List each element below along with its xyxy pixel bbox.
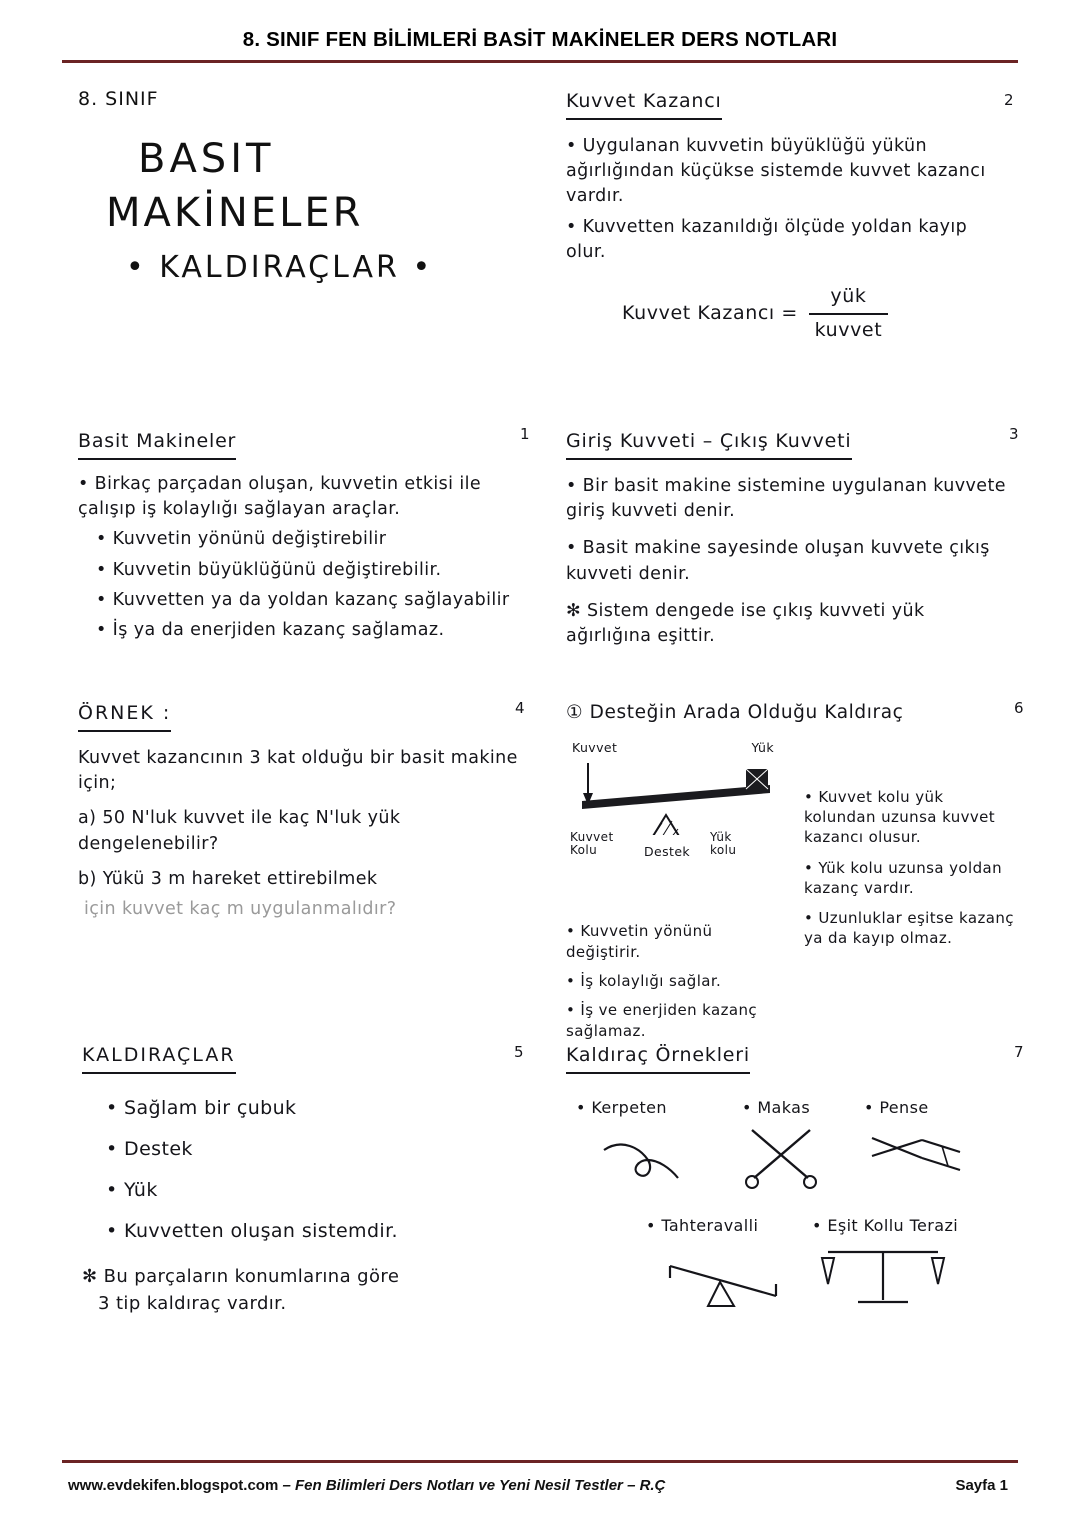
footer-tagline: – Fen Bilimleri Ders Notları ve Yeni Nesil Testler – R.Ç (282, 1477, 666, 1494)
ornek-label-kerpeten: • Kerpeten (576, 1097, 667, 1117)
formula-fraction (809, 283, 889, 344)
basit-makineler-intro: • Birkaç parçadan oluşan, kuvvetin etkisi ile çalışıp iş kolaylığı sağlayan araçlar. (78, 473, 482, 519)
kuvvet-kazanci-formula (622, 283, 1006, 344)
section-kaldirac-ornekleri (566, 1042, 1024, 1334)
diagram-label-yuk-kolu: Yük kolu (710, 829, 737, 858)
ornek-label-esit-kollu-terazi: • Eşit Kollu Terazi (812, 1215, 959, 1235)
basit-makineler-item-0: • Kuvvetin yönünü değiştirebilir (96, 529, 387, 550)
esit-kollu-terazi-icon (818, 1244, 948, 1314)
diagram-label-yuk: Yük (751, 739, 774, 755)
footer-divider (62, 1460, 1018, 1463)
destegin-arada-left-note-0: • Kuvvetin yönünü değiştirir. (566, 921, 713, 961)
section-title-kaldirac-ornekleri: Kaldıraç Örnekleri (566, 1042, 750, 1074)
kaldiraclar-note-1: ✻ Bu parçaların konumlarına göre (82, 1265, 400, 1287)
section-title-ornek: ÖRNEK : (78, 700, 171, 732)
basit-makineler-item-1: • Kuvvetin büyüklüğünü değiştirebilir. (96, 559, 442, 580)
section-title-kuvvet-kazanci: Kuvvet Kazancı (566, 88, 722, 120)
makas-icon (742, 1124, 822, 1190)
cover-line-1: BASIT (138, 136, 275, 182)
formula-label: Kuvvet Kazancı = (622, 302, 798, 325)
kaldiraclar-item-2: • Yük (106, 1178, 158, 1201)
section-number-4: 4 (515, 699, 525, 717)
lever-diagram (570, 739, 790, 865)
section-kuvvet-kazanci (566, 88, 1014, 345)
kaldiraclar-note-2: 3 tip kaldıraç vardır. (98, 1292, 287, 1314)
diagram-label-kuvvet: Kuvvet (572, 739, 618, 755)
section-number-7: 7 (1014, 1043, 1024, 1061)
kerpeten-icon (596, 1128, 686, 1188)
page-title: 8. SINIF FEN BİLİMLERİ BASİT MAKİNELER DERS NOTLARI (242, 28, 838, 51)
formula-denominator: kuvvet (814, 318, 883, 341)
kaldiraclar-item-0: • Sağlam bir çubuk (106, 1096, 297, 1119)
section-number-2: 2 (1004, 91, 1014, 109)
formula-numerator: yük (830, 285, 867, 308)
header-divider (62, 60, 1018, 63)
ornek-label-makas: • Makas (742, 1097, 811, 1117)
kaldiraclar-item-1: • Destek (106, 1137, 193, 1160)
giris-cikis-item-1: • Basit makine sayesinde oluşan kuvvete çıkış kuvveti denir. (566, 538, 990, 584)
section-number-6: 6 (1014, 699, 1024, 717)
destegin-arada-right-note-2: • Uzunluklar eşitse kazanç ya da kayıp olmaz. (804, 909, 1014, 948)
ornek-option-b-line1: b) Yükü 3 m hareket ettirebilmek (78, 869, 378, 890)
page-header (0, 0, 1080, 62)
pense-icon (866, 1128, 966, 1184)
section-destegin-arada (566, 699, 1024, 1047)
cover-block (78, 88, 548, 285)
lever-drawing (570, 757, 790, 835)
giris-cikis-item-2: ✻ Sistem dengede ise çıkış kuvveti yük ağırlığına eşittir. (566, 601, 925, 647)
section-title-kaldiraclar: KALDIRAÇLAR (82, 1042, 236, 1074)
section-giris-cikis-kuvveti (566, 425, 1019, 655)
basit-makineler-item-2: • Kuvvetten ya da yoldan kazanç sağlayabilir (96, 590, 510, 611)
section-number-1: 1 (520, 425, 530, 443)
diagram-label-kuvvet-kolu: Kuvvet Kolu (570, 829, 614, 858)
destegin-arada-left-notes (566, 921, 784, 1042)
cover-grade: 8. SINIF (78, 88, 159, 110)
destegin-arada-left-note-2: • İş ve enerjiden kazanç sağlamaz. (566, 1000, 758, 1040)
footer-left (68, 1477, 665, 1494)
ornek-stem: Kuvvet kazancının 3 kat olduğu bir basit makine için; (78, 747, 518, 793)
giris-cikis-item-0: • Bir basit makine sistemine uygulanan kuvvete giriş kuvveti denir. (566, 475, 1006, 521)
ornek-option-a: a) 50 N'luk kuvvet ile kaç N'luk yük dengelenebilir? (78, 808, 401, 854)
section-ornek (78, 700, 533, 928)
cover-line-2: MAKİNELER (106, 190, 364, 236)
formula-bar (809, 313, 889, 315)
kuvvet-kazanci-item-0: • Uygulanan kuvvetin büyüklüğü yükün ağırlığından küçükse sistemde kuvvet kazancı vardır. (566, 135, 986, 207)
page-footer (62, 1477, 1018, 1501)
diagram-label-destek: Destek (644, 843, 691, 859)
destegin-arada-right-notes (804, 787, 1016, 954)
section-number-3: 3 (1009, 425, 1019, 443)
section-title-basit-makineler: Basit Makineler (78, 428, 236, 460)
basit-makineler-item-3: • İş ya da enerjiden kazanç sağlamaz. (96, 620, 445, 641)
kuvvet-kazanci-item-1: • Kuvvetten kazanıldığı ölçüde yoldan kayıp olur. (566, 216, 968, 263)
footer-page-number: Sayfa 1 (955, 1477, 1008, 1494)
kaldiraclar-item-3: • Kuvvetten oluşan sistemdir. (106, 1219, 398, 1242)
ornek-label-pense: • Pense (864, 1097, 929, 1117)
destegin-arada-left-note-1: • İş kolaylığı sağlar. (566, 971, 722, 990)
section-title-giris-cikis: Giriş Kuvveti – Çıkış Kuvveti (566, 428, 852, 460)
destegin-arada-right-note-1: • Yük kolu uzunsa yoldan kazanç vardır. (804, 858, 1003, 897)
section-basit-makineler (78, 425, 538, 649)
cover-line-3: • KALDIRAÇLAR • (126, 250, 434, 285)
ornek-label-tahteravalli: • Tahteravalli (646, 1215, 759, 1235)
destegin-arada-right-note-0: • Kuvvet kolu yük kolundan uzunsa kuvvet kazancı olusur. (804, 787, 996, 847)
footer-site[interactable]: www.evdekifen.blogspot.com (68, 1477, 279, 1494)
tahteravalli-icon (664, 1252, 784, 1310)
section-title-destegin-arada: ① Desteğin Arada Olduğu Kaldıraç (566, 702, 904, 723)
section-kaldiraclar (82, 1042, 532, 1317)
ornek-option-b-line2: için kuvvet kaç m uygulanmalıdır? (84, 899, 397, 920)
section-number-5: 5 (514, 1043, 524, 1061)
